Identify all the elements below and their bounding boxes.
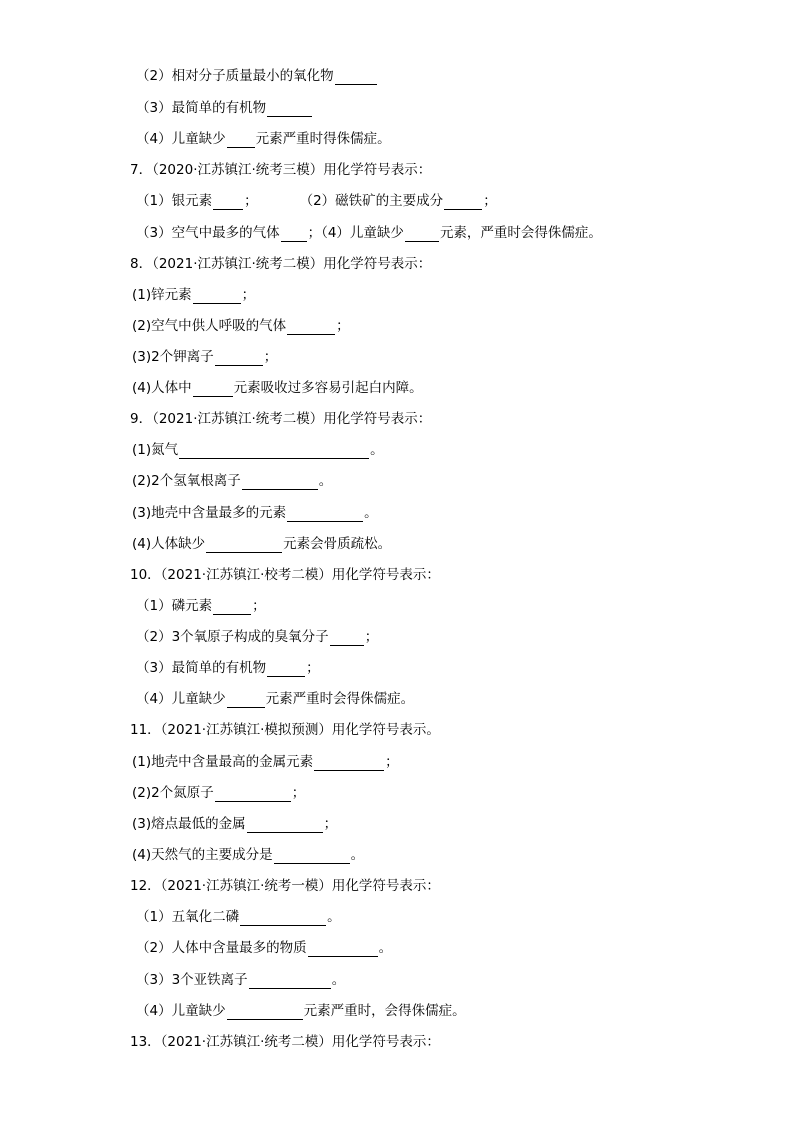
item-text: (2)空气中供人呼吸的气体 (132, 318, 287, 334)
q12-item-3 (136, 971, 345, 989)
item-text: (4)人体中 (132, 380, 192, 396)
question-11-heading (130, 721, 440, 739)
answer-blank[interactable] (193, 382, 233, 397)
q9-item-3 (132, 504, 378, 522)
item-punct: ； (244, 193, 258, 209)
item-text-tail: 元素，严重时会得侏儒症。 (439, 225, 602, 241)
question-heading-text: 11．（2021·江苏镇江·模拟预测）用化学符号表示。 (130, 722, 440, 738)
q7-item-1-2 (136, 192, 497, 210)
q6-item-4 (136, 130, 391, 148)
answer-blank[interactable] (330, 631, 364, 646)
q9-item-1 (132, 441, 384, 459)
q10-item-4 (136, 690, 414, 708)
q12-item-1 (136, 908, 341, 926)
item-text: （4）儿童缺少 (136, 1003, 226, 1019)
item-text-tail: 元素严重时会得侏儒症。 (265, 691, 415, 707)
item-punct: ； (385, 754, 399, 770)
item-punct: 。 (327, 909, 341, 925)
item-text: （2）磁铁矿的主要成分 (299, 193, 444, 209)
answer-blank[interactable] (287, 507, 363, 522)
item-punct: 。 (350, 847, 365, 863)
item-text: (4)天然气的主要成分是 (132, 847, 273, 863)
q11-item-4 (132, 846, 364, 864)
item-text: （2）人体中含量最多的物质 (136, 940, 307, 956)
item-punct: ； (306, 660, 320, 676)
item-text: (1)地壳中含量最高的金属元素 (132, 754, 314, 770)
q8-item-4 (132, 379, 423, 397)
answer-blank[interactable] (247, 818, 323, 833)
answer-blank[interactable] (215, 787, 291, 802)
answer-blank[interactable] (287, 320, 335, 335)
answer-blank[interactable] (213, 600, 251, 615)
item-text-tail: 元素吸收过多容易引起白内障。 (233, 380, 423, 396)
answer-blank[interactable] (193, 289, 241, 304)
q9-item-4 (132, 535, 391, 553)
item-punct: ； (291, 785, 306, 801)
question-heading-text: 9．（2021·江苏镇江·统考二模）用化学符号表示： (130, 411, 432, 427)
item-text: (1)氮气 (132, 442, 179, 458)
item-punct: 。 (331, 972, 346, 988)
q6-item-2 (136, 67, 378, 85)
item-text: （4）儿童缺少 (136, 131, 226, 147)
item-punct: 。 (370, 442, 384, 458)
item-text: （1）银元素 (136, 193, 213, 209)
item-punct: ； (241, 287, 256, 303)
q8-item-1 (132, 286, 255, 304)
answer-blank[interactable] (240, 911, 326, 926)
item-punct: ； (263, 349, 278, 365)
item-text-tail: 元素会骨质疏松。 (283, 536, 392, 552)
question-7-heading (130, 161, 431, 179)
item-punct: ； (252, 598, 266, 614)
q9-item-2 (132, 472, 332, 490)
q12-item-2 (136, 939, 392, 957)
question-heading-text: 7．（2020·江苏镇江·统考三模）用化学符号表示： (130, 162, 432, 178)
item-punct: ； (323, 816, 338, 832)
item-text: (4)人体缺少 (132, 536, 206, 552)
q11-item-1 (132, 753, 399, 771)
item-text-tail: 元素严重时得侏儒症。 (255, 131, 391, 147)
question-heading-text: 13．（2021·江苏镇江·统考二模）用化学符号表示： (130, 1034, 440, 1050)
question-8-heading (130, 255, 431, 273)
item-text: （1）五氧化二磷 (136, 909, 240, 925)
question-heading-text: 12．（2021·江苏镇江·统考一模）用化学符号表示： (130, 878, 440, 894)
question-heading-text: 8．（2021·江苏镇江·统考二模）用化学符号表示： (130, 256, 432, 272)
item-text-tail: 元素严重时，会得侏儒症。 (303, 1003, 466, 1019)
item-text: （3）最简单的有机物 (136, 660, 267, 676)
q10-item-3 (136, 659, 320, 677)
answer-blank[interactable] (213, 195, 243, 210)
answer-blank[interactable] (274, 849, 350, 864)
item-punct: ； (364, 629, 379, 645)
answer-blank[interactable] (227, 1005, 303, 1020)
answer-blank[interactable] (314, 756, 384, 771)
answer-blank[interactable] (281, 227, 307, 242)
answer-blank[interactable] (206, 538, 282, 553)
answer-blank[interactable] (267, 662, 305, 677)
answer-blank[interactable] (335, 70, 377, 85)
answer-blank[interactable] (267, 102, 312, 117)
item-text: (2)2个氮原子 (132, 785, 214, 801)
item-text: （3）空气中最多的气体 (136, 225, 280, 241)
item-text: ；（4）儿童缺少 (307, 225, 404, 241)
answer-blank[interactable] (444, 195, 482, 210)
item-text: （4）儿童缺少 (136, 691, 226, 707)
item-text: （1）磷元素 (136, 598, 213, 614)
item-punct: 。 (364, 505, 378, 521)
answer-blank[interactable] (308, 942, 378, 957)
q6-item-3 (136, 99, 313, 117)
item-text: (3)地壳中含量最多的元素 (132, 505, 287, 521)
answer-blank[interactable] (249, 974, 331, 989)
q8-item-2 (132, 317, 350, 335)
item-text: （2）3个氧原子构成的臭氧分子 (136, 629, 329, 645)
q11-item-3 (132, 815, 337, 833)
answer-blank[interactable] (179, 444, 369, 459)
answer-blank[interactable] (242, 475, 318, 490)
item-text: (1)锌元素 (132, 287, 192, 303)
item-punct: ； (483, 193, 497, 209)
answer-blank[interactable] (227, 133, 255, 148)
question-heading-text: 10．（2021·江苏镇江·校考二模）用化学符号表示： (130, 567, 440, 583)
answer-blank[interactable] (227, 693, 265, 708)
q7-item-3-4 (136, 224, 602, 242)
item-text: (2)2个氢氧根离子 (132, 473, 241, 489)
item-punct: 。 (378, 940, 393, 956)
item-text: （2）相对分子质量最小的氧化物 (136, 68, 334, 84)
item-punct: ； (336, 318, 350, 334)
q12-item-4 (136, 1002, 466, 1020)
question-13-heading (130, 1033, 440, 1051)
q10-item-1 (136, 597, 266, 615)
q10-item-2 (136, 628, 378, 646)
answer-blank[interactable] (215, 351, 263, 366)
item-punct: 。 (318, 473, 333, 489)
q8-item-3 (132, 348, 277, 366)
answer-blank[interactable] (405, 227, 439, 242)
item-text: (3)熔点最低的金属 (132, 816, 246, 832)
question-10-heading (130, 566, 440, 584)
question-12-heading (130, 877, 440, 895)
item-text: （3）3个亚铁离子 (136, 972, 248, 988)
item-text: (3)2个钾离子 (132, 349, 214, 365)
question-9-heading (130, 410, 431, 428)
item-text: （3）最简单的有机物 (136, 100, 267, 116)
q11-item-2 (132, 784, 305, 802)
